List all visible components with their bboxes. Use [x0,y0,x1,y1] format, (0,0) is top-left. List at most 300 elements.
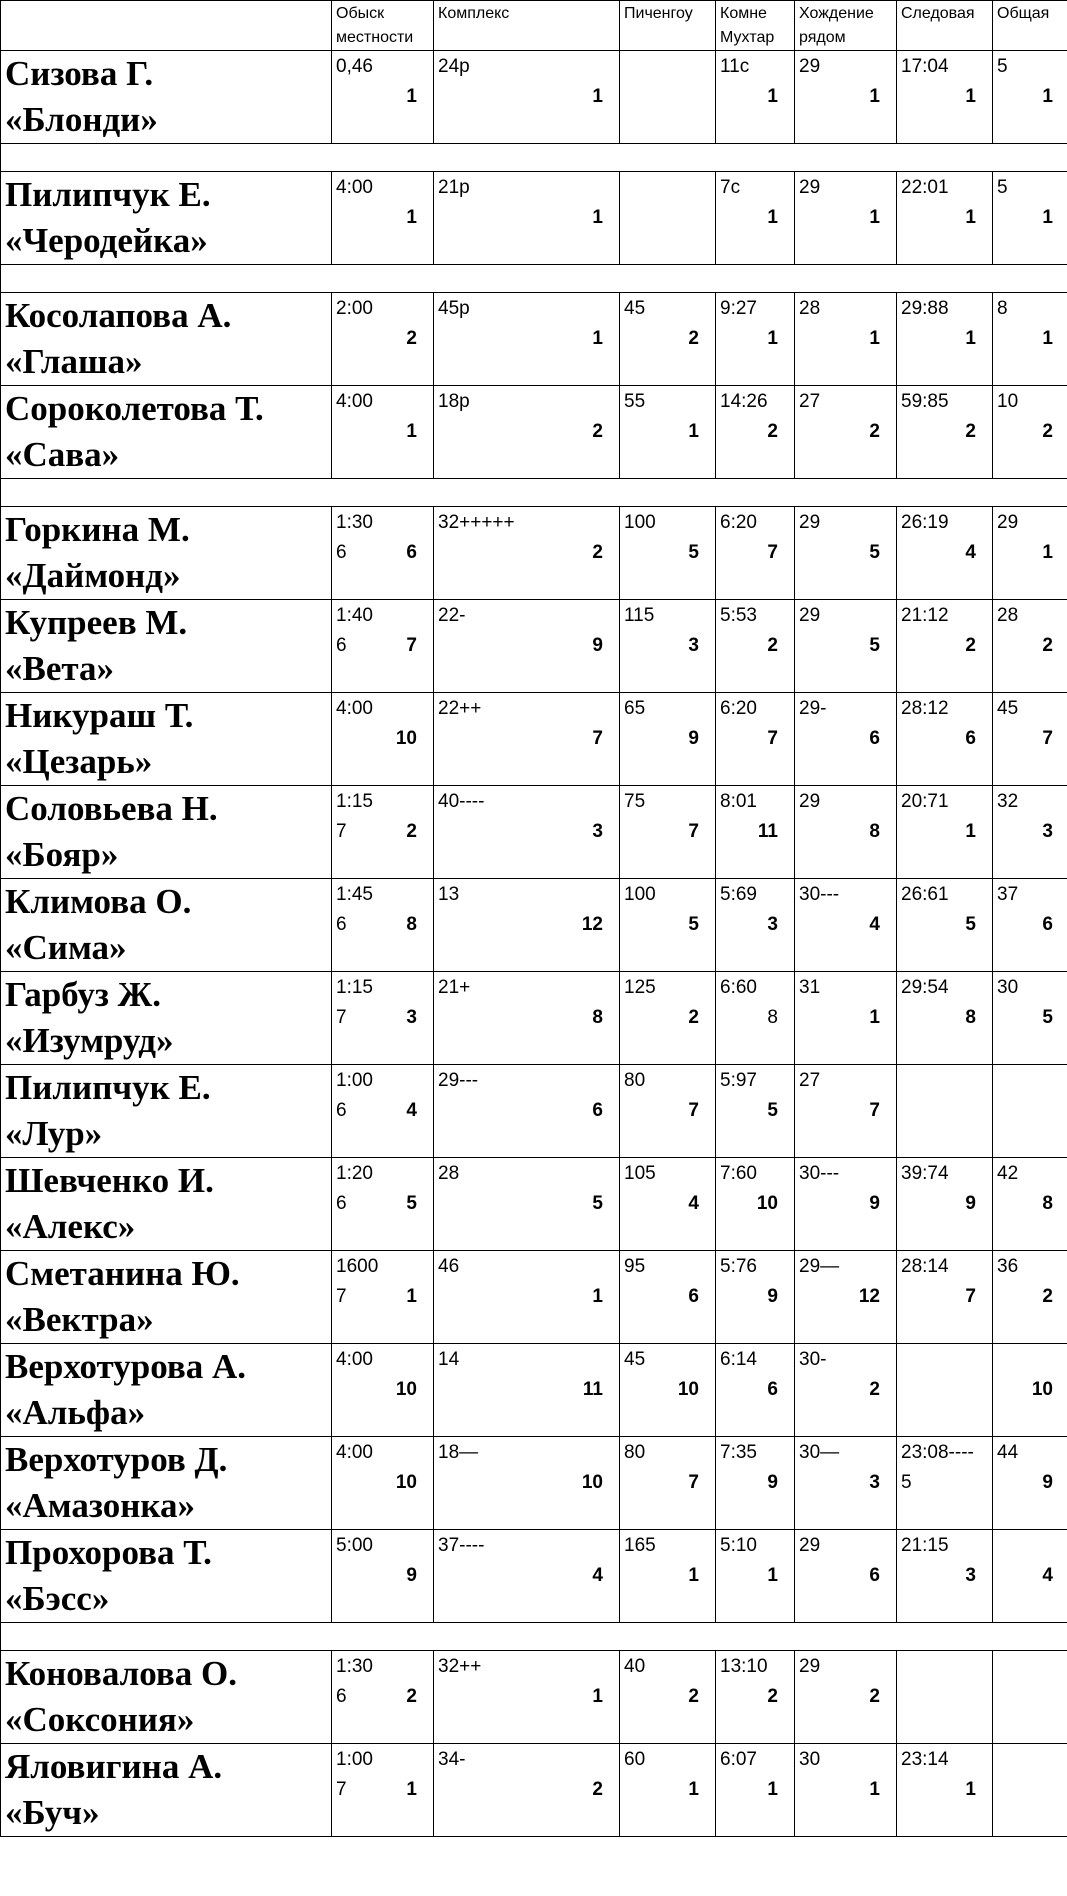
place-value: 9 [406,1565,417,1586]
search-cell [332,1158,434,1251]
heel-walk-cell [795,1744,897,1837]
place-value: 7 [869,1100,880,1121]
score-value: 1:45 [336,884,373,905]
score-value: 6:20 [720,512,757,533]
score-value: 29 [997,512,1019,533]
place-value: 12 [858,1286,880,1307]
place-value: 1 [869,328,880,349]
complex-cell [434,172,620,265]
score-value: 23:08---- [901,1442,974,1463]
obedience-cell [993,386,1067,479]
score-value: 55 [624,391,646,412]
score-value: 40 [624,1656,646,1677]
score-value: 29 [799,791,821,812]
place-value: 5 [688,542,699,563]
pichengou-cell [620,1344,716,1437]
score-value: 8 [997,298,1008,319]
search-cell [332,972,434,1065]
handler-name: Яловигина А. [5,1747,223,1786]
place-value: 7 [688,1100,699,1121]
complex-cell [434,1344,620,1437]
place-value: 6 [869,728,880,749]
score-value: 30--- [799,1163,840,1184]
complex-cell [434,879,620,972]
obedience-cell [993,1344,1067,1437]
place-value: 10 [677,1379,699,1400]
header-label: Общая [997,5,1050,22]
heel-walk-cell [795,386,897,479]
participant-cell [1,386,332,479]
place-value: 2 [1042,421,1053,442]
score-value: 5:76 [720,1256,757,1277]
score-value: 44 [997,1442,1019,1463]
score-value: 95 [624,1256,646,1277]
spacer-row [1,265,1067,293]
dog-name: «Глаша» [5,342,143,381]
score-value: 5:53 [720,605,757,626]
handler-name: Коновалова О. [5,1654,238,1693]
header-label: рядом [799,29,846,46]
heel-walk-cell [795,507,897,600]
score-value: 29 [799,56,821,77]
place-value: 7 [767,728,778,749]
score-value: 29 [799,177,821,198]
heel-walk-cell [795,1530,897,1623]
dog-name: «Соксония» [5,1700,195,1739]
score-value: 29:54 [901,977,949,998]
score-value: 45р [438,298,470,319]
score-value: 37 [997,884,1019,905]
place-value: 9 [965,1193,976,1214]
komne-mukhtar-cell [716,507,795,600]
header-label: Пиченгоу [624,5,693,22]
score-subvalue: 6 [336,542,347,563]
participant-cell [1,1651,332,1744]
place-value: 3 [1042,821,1053,842]
score-value: 28 [799,298,821,319]
search-cell [332,1065,434,1158]
handler-name: Прохорова Т. [5,1533,212,1572]
score-value: 7:60 [720,1163,757,1184]
score-value: 30— [799,1442,840,1463]
table-row [1,1437,1067,1530]
obedience-cell [993,1251,1067,1344]
score-value: 5:97 [720,1070,757,1091]
score-value: 30 [799,1749,821,1770]
place-value: 6 [688,1286,699,1307]
handler-name: Верхотурова А. [5,1347,247,1386]
header-cell-pichengou [620,1,716,51]
score-value: 80 [624,1442,646,1463]
participant-cell [1,1437,332,1530]
results-table-body [1,1,1067,1837]
complex-cell [434,1158,620,1251]
obedience-cell [993,1065,1067,1158]
place-value: 1 [406,1779,417,1800]
table-row [1,972,1067,1065]
score-value: 100 [624,884,656,905]
handler-name: Шевченко И. [5,1161,214,1200]
score-value: 46 [438,1256,460,1277]
place-value: 6 [406,542,417,563]
place-value: 8 [406,914,417,935]
spacer-row [1,479,1067,507]
pichengou-cell [620,1251,716,1344]
score-value: 125 [624,977,656,998]
score-value: 1:20 [336,1163,373,1184]
place-value: 7 [406,635,417,656]
table-row [1,1744,1067,1837]
spacer-cell [1,265,1067,293]
tracking-cell [897,972,993,1065]
score-value: 4:00 [336,698,373,719]
score-value: 1:30 [336,1656,373,1677]
header-label: Следовая [901,5,975,22]
obedience-cell [993,600,1067,693]
place-value: 1 [688,421,699,442]
score-value: 11с [720,56,750,77]
header-cell-obedience [993,1,1067,51]
score-value: 7с [720,177,741,198]
table-row [1,600,1067,693]
complex-cell [434,51,620,144]
score-value: 65 [624,698,646,719]
participant-cell [1,51,332,144]
place-value: 3 [406,1007,417,1028]
complex-cell [434,1530,620,1623]
participant-cell [1,600,332,693]
place-value: 1 [965,1779,976,1800]
score-value: 29 [799,1656,821,1677]
place-value: 8 [767,1007,778,1028]
place-value: 1 [767,86,778,107]
obedience-cell [993,1651,1067,1744]
score-subvalue: 7 [336,821,347,842]
dog-name: «Бояр» [5,835,119,874]
score-value: 24р [438,56,470,77]
komne-mukhtar-cell [716,1744,795,1837]
score-value: 45 [997,698,1019,719]
header-label: Хождение [799,5,874,22]
score-value: 22- [438,605,466,626]
place-value: 1 [869,207,880,228]
tracking-cell [897,1158,993,1251]
pichengou-cell [620,1744,716,1837]
obedience-cell [993,1744,1067,1837]
header-cell-tracking [897,1,993,51]
handler-name: Пилипчук Е. [5,1068,211,1107]
score-value: 30 [997,977,1019,998]
score-value: 5:10 [720,1535,757,1556]
place-value: 2 [406,821,417,842]
score-value: 14 [438,1349,460,1370]
spacer-row [1,1623,1067,1651]
place-value: 2 [688,1686,699,1707]
complex-cell [434,1251,620,1344]
score-value: 9:27 [720,298,757,319]
place-value: 7 [688,1472,699,1493]
place-value: 1 [592,207,603,228]
table-row [1,1344,1067,1437]
place-value: 3 [869,1472,880,1493]
place-value: 7 [592,728,603,749]
pichengou-cell [620,1651,716,1744]
heel-walk-cell [795,1065,897,1158]
place-value: 2 [592,421,603,442]
place-value: 1 [406,421,417,442]
place-value: 3 [965,1565,976,1586]
heel-walk-cell [795,879,897,972]
score-value: 39:74 [901,1163,949,1184]
participant-cell [1,879,332,972]
place-value: 5 [406,1193,417,1214]
obedience-cell [993,1158,1067,1251]
place-value: 2 [965,635,976,656]
obedience-cell [993,507,1067,600]
score-subvalue: 6 [336,914,347,935]
place-value: 2 [965,421,976,442]
tracking-cell [897,1437,993,1530]
header-label: Мухтар [720,29,775,46]
score-value: 29— [799,1256,840,1277]
score-subvalue: 6 [336,1686,347,1707]
place-value: 8 [965,1007,976,1028]
place-value: 11 [757,821,778,842]
place-value: 4 [406,1100,417,1121]
heel-walk-cell [795,51,897,144]
score-value: 21:12 [901,605,949,626]
complex-cell [434,293,620,386]
dog-name: «Лур» [5,1114,103,1153]
place-value: 8 [869,821,880,842]
score-value: 4:00 [336,1442,373,1463]
place-value: 1 [406,1286,417,1307]
score-value: 4:00 [336,391,373,412]
score-value: 1:00 [336,1749,373,1770]
score-value: 21:15 [901,1535,949,1556]
pichengou-cell [620,386,716,479]
place-value: 1 [688,1779,699,1800]
search-cell [332,1437,434,1530]
search-cell [332,1651,434,1744]
heel-walk-cell [795,293,897,386]
score-value: 13:10 [720,1656,768,1677]
score-value: 22:01 [901,177,949,198]
place-value: 2 [767,635,778,656]
komne-mukhtar-cell [716,1158,795,1251]
score-value: 13 [438,884,460,905]
header-cell-komne-mukhtar [716,1,795,51]
score-subvalue: 7 [336,1286,347,1307]
header-cell-search [332,1,434,51]
komne-mukhtar-cell [716,1651,795,1744]
place-value: 2 [688,328,699,349]
tracking-cell [897,507,993,600]
tracking-cell [897,1065,993,1158]
score-value: 29:88 [901,298,949,319]
score-value: 4:00 [336,1349,373,1370]
tracking-cell [897,1530,993,1623]
place-value: 1 [592,86,603,107]
place-value: 2 [869,1686,880,1707]
komne-mukhtar-cell [716,786,795,879]
table-row [1,1651,1067,1744]
tracking-cell [897,51,993,144]
score-value: 100 [624,512,656,533]
place-value: 1 [965,328,976,349]
komne-mukhtar-cell [716,600,795,693]
score-value: 14:26 [720,391,768,412]
search-cell [332,1530,434,1623]
search-cell [332,1744,434,1837]
score-value: 45 [624,298,646,319]
komne-mukhtar-cell [716,693,795,786]
place-value: 1 [688,1565,699,1586]
handler-name: Верхотуров Д. [5,1440,228,1479]
score-value: 26:61 [901,884,949,905]
heel-walk-cell [795,786,897,879]
komne-mukhtar-cell [716,972,795,1065]
participant-cell [1,1251,332,1344]
place-value: 9 [767,1472,778,1493]
place-value: 4 [1042,1565,1053,1586]
score-value: 6:14 [720,1349,757,1370]
dog-name: «Изумруд» [5,1021,174,1060]
place-value: 5 [869,542,880,563]
place-value: 1 [965,207,976,228]
handler-name: Никураш Т. [5,696,194,735]
place-value: 1 [592,1286,603,1307]
place-value: 1 [406,207,417,228]
complex-cell [434,972,620,1065]
handler-name: Косолапова А. [5,296,232,335]
score-value: 5:69 [720,884,757,905]
score-value: 23:14 [901,1749,949,1770]
place-value: 1 [767,1779,778,1800]
score-subvalue: 6 [336,635,347,656]
score-value: 60 [624,1749,646,1770]
participant-cell [1,972,332,1065]
heel-walk-cell [795,172,897,265]
place-value: 6 [1042,914,1053,935]
pichengou-cell [620,51,716,144]
place-value: 10 [395,1379,417,1400]
place-value: 4 [592,1565,603,1586]
score-value: 59:85 [901,391,949,412]
score-value: 115 [624,605,655,626]
table-row [1,786,1067,879]
place-value: 8 [592,1007,603,1028]
place-value: 10 [395,1472,417,1493]
score-value: 7:35 [720,1442,757,1463]
score-value: 165 [624,1535,656,1556]
score-value: 6:60 [720,977,757,998]
dog-name: «Даймонд» [5,556,181,595]
spacer-cell [1,479,1067,507]
dog-name: «Буч» [5,1793,100,1832]
place-value: 1 [869,1007,880,1028]
place-value: 7 [1042,728,1053,749]
place-value: 10 [395,728,417,749]
score-value: 32++ [438,1656,482,1677]
place-value: 9 [592,635,603,656]
obedience-cell [993,1530,1067,1623]
table-row [1,172,1067,265]
participant-cell [1,507,332,600]
score-value: 10 [997,391,1019,412]
place-value: 1 [869,86,880,107]
score-value: 36 [997,1256,1019,1277]
place-value: 1 [1042,207,1053,228]
komne-mukhtar-cell [716,1251,795,1344]
dog-name: «Черодейка» [5,221,208,260]
score-value: 1600 [336,1256,379,1277]
place-value: 2 [1042,1286,1053,1307]
participant-cell [1,693,332,786]
score-value: 21р [438,177,470,198]
spacer-row [1,144,1067,172]
search-cell [332,293,434,386]
score-value: 17:04 [901,56,949,77]
place-value: 5 [869,635,880,656]
obedience-cell [993,693,1067,786]
komne-mukhtar-cell [716,1344,795,1437]
table-row [1,1530,1067,1623]
heel-walk-cell [795,1251,897,1344]
dog-name: «Вета» [5,649,114,688]
score-value: 0,46 [336,56,373,77]
complex-cell [434,693,620,786]
score-value: 27 [799,1070,821,1091]
tracking-cell [897,879,993,972]
dog-name: «Алекс» [5,1207,136,1246]
heel-walk-cell [795,1651,897,1744]
obedience-cell [993,972,1067,1065]
score-value: 37---- [438,1535,485,1556]
header-label: местности [336,29,414,46]
table-row [1,386,1067,479]
place-value: 1 [965,821,976,842]
search-cell [332,51,434,144]
place-value: 1 [406,86,417,107]
handler-name: Соловьева Н. [5,789,218,828]
score-value: 30--- [799,884,840,905]
table-row [1,507,1067,600]
score-value: 28:12 [901,698,949,719]
header-row [1,1,1067,51]
heel-walk-cell [795,1437,897,1530]
place-value: 9 [1042,1472,1053,1493]
place-value: 2 [869,1379,880,1400]
score-value: 32 [997,791,1019,812]
place-value: 1 [965,86,976,107]
search-cell [332,693,434,786]
spacer-cell [1,144,1067,172]
search-cell [332,879,434,972]
pichengou-cell [620,507,716,600]
pichengou-cell [620,1530,716,1623]
heel-walk-cell [795,1158,897,1251]
score-value: 20:71 [901,791,949,812]
obedience-cell [993,879,1067,972]
place-value: 1 [592,1686,603,1707]
place-value: 6 [767,1379,778,1400]
place-value: 2 [767,421,778,442]
header-cell-heel-walk [795,1,897,51]
score-value: 6:07 [720,1749,757,1770]
heel-walk-cell [795,693,897,786]
score-value: 29- [799,698,827,719]
